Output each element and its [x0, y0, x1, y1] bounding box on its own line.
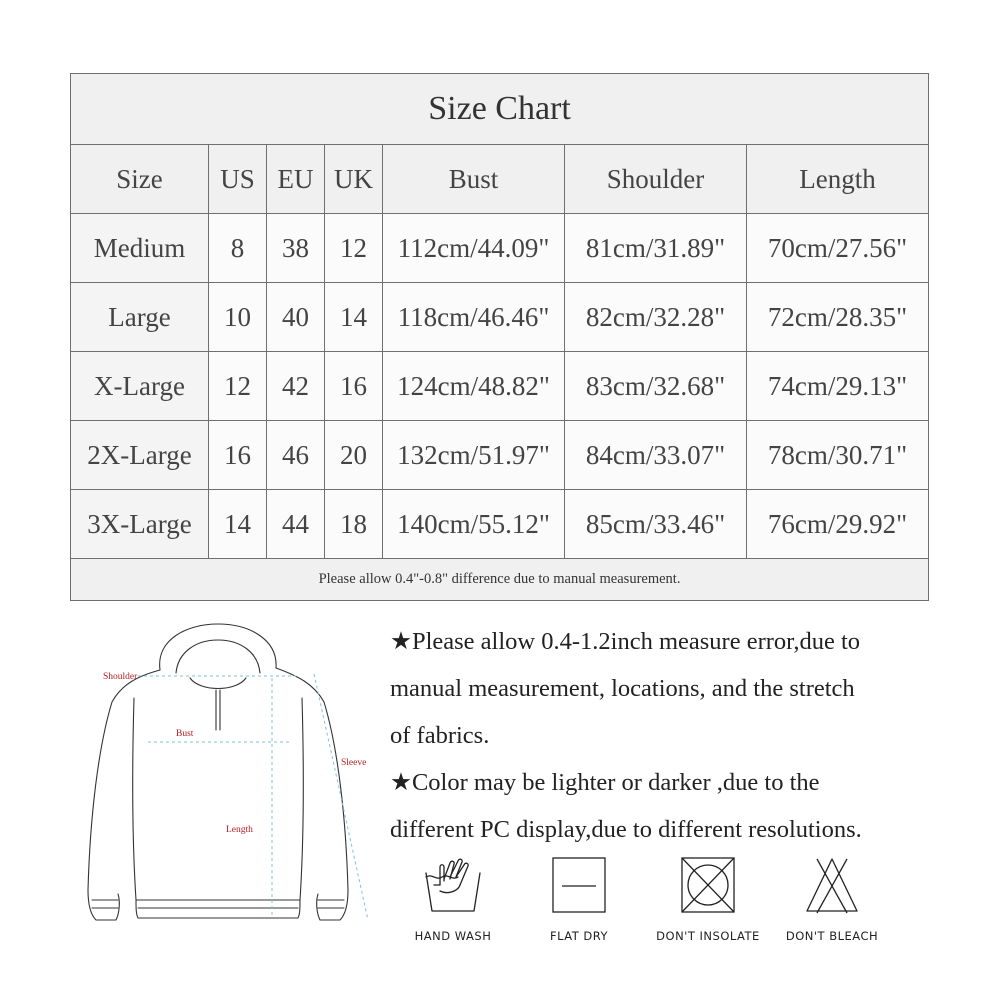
cell-uk: 12 — [325, 214, 383, 283]
size-chart-table — [70, 73, 929, 601]
cell-eu: 46 — [267, 421, 325, 490]
cell-uk: 16 — [325, 352, 383, 421]
care-label-hand-wash: HAND WASH — [414, 929, 492, 943]
cell-us: 14 — [209, 490, 267, 559]
size-chart-title: Size Chart — [71, 74, 929, 145]
cell-uk: 18 — [325, 490, 383, 559]
cell-us: 16 — [209, 421, 267, 490]
cell-length: 76cm/29.92" — [747, 490, 929, 559]
label-shoulder: Shoulder — [103, 672, 138, 682]
header-uk: UK — [325, 145, 383, 214]
table-row — [71, 421, 929, 490]
cell-size: 3X-Large — [71, 490, 209, 559]
care-flat-dry — [519, 855, 639, 943]
care-label-flat-dry: FLAT DRY — [549, 929, 609, 943]
note-measure-error-line3: of fabrics. — [390, 722, 490, 749]
measurement-note: Please allow 0.4"-0.8" difference due to manual measurement. — [71, 559, 929, 601]
cell-shoulder: 81cm/31.89" — [565, 214, 747, 283]
cell-us: 8 — [209, 214, 267, 283]
cell-bust: 140cm/55.12" — [383, 490, 565, 559]
table-row — [71, 214, 929, 283]
table-row — [71, 490, 929, 559]
care-dont-insolate — [648, 855, 768, 943]
cell-length: 78cm/30.71" — [747, 421, 929, 490]
cell-uk: 20 — [325, 421, 383, 490]
label-bust: Bust — [176, 729, 194, 739]
cell-shoulder: 83cm/32.68" — [565, 352, 747, 421]
do-not-bleach-icon — [797, 855, 867, 915]
cell-shoulder: 82cm/32.28" — [565, 283, 747, 352]
cell-bust: 124cm/48.82" — [383, 352, 565, 421]
header-eu: EU — [267, 145, 325, 214]
cell-eu: 44 — [267, 490, 325, 559]
note-color-line2: different PC display,due to different resolutions. — [390, 816, 862, 843]
cell-uk: 14 — [325, 283, 383, 352]
care-label-dont-insolate: DON'T INSOLATE — [656, 929, 760, 943]
note-measure-error-line2: manual measurement, locations, and the stretch — [390, 675, 855, 702]
cell-size: Medium — [71, 214, 209, 283]
care-notes — [390, 618, 990, 853]
star-icon: ★ — [390, 769, 412, 796]
cell-bust: 112cm/44.09" — [383, 214, 565, 283]
cell-size: 2X-Large — [71, 421, 209, 490]
header-us: US — [209, 145, 267, 214]
hoodie-diagram — [78, 618, 398, 938]
cell-size: X-Large — [71, 352, 209, 421]
care-dont-bleach — [772, 855, 892, 943]
header-size: Size — [71, 145, 209, 214]
table-row — [71, 283, 929, 352]
do-not-tumble-dry-icon — [673, 855, 743, 915]
care-hand-wash — [393, 855, 513, 943]
cell-us: 10 — [209, 283, 267, 352]
star-icon: ★ — [390, 628, 412, 655]
cell-eu: 42 — [267, 352, 325, 421]
cell-eu: 38 — [267, 214, 325, 283]
cell-us: 12 — [209, 352, 267, 421]
cell-bust: 132cm/51.97" — [383, 421, 565, 490]
cell-size: Large — [71, 283, 209, 352]
cell-shoulder: 84cm/33.07" — [565, 421, 747, 490]
care-label-dont-bleach: DON'T BLEACH — [785, 929, 879, 943]
flat-dry-icon — [544, 855, 614, 915]
cell-bust: 118cm/46.46" — [383, 283, 565, 352]
header-bust: Bust — [383, 145, 565, 214]
hoodie-outline — [78, 618, 398, 938]
hand-wash-icon — [418, 855, 488, 915]
header-length: Length — [747, 145, 929, 214]
label-sleeve: Sleeve — [341, 758, 367, 768]
note-measure-error: ★Please allow 0.4-1.2inch measure error,due to — [390, 628, 861, 655]
table-row — [71, 352, 929, 421]
table-header-row — [71, 145, 929, 214]
header-shoulder: Shoulder — [565, 145, 747, 214]
label-length: Length — [226, 825, 253, 835]
cell-length: 70cm/27.56" — [747, 214, 929, 283]
note-color: ★Color may be lighter or darker ,due to the — [390, 769, 820, 796]
cell-shoulder: 85cm/33.46" — [565, 490, 747, 559]
cell-eu: 40 — [267, 283, 325, 352]
cell-length: 74cm/29.13" — [747, 352, 929, 421]
cell-length: 72cm/28.35" — [747, 283, 929, 352]
